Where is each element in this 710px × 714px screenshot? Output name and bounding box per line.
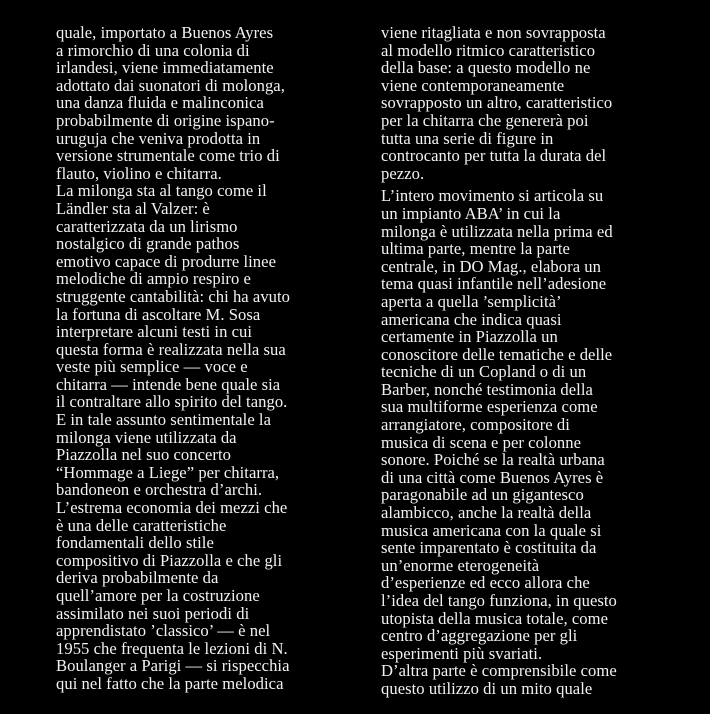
text-line: fondamentali dello stile (56, 533, 214, 553)
text-line: controcanto per tutta la durata del (381, 146, 607, 166)
text-line: “Hommage a Liege” per chitarra, (56, 462, 280, 482)
text-line: la fortuna di ascoltare M. Sosa (56, 304, 261, 324)
text-line: Boulanger a Parigi — si rispecchia (56, 656, 290, 676)
text-line: di una città come Buenos Ayres è (381, 467, 604, 487)
text-line: versione strumentale come trio di (56, 146, 280, 166)
text-line: centro d’aggregazione per gli (381, 626, 578, 646)
text-line: americana che indica quasi (381, 309, 562, 329)
text-line: sovrapposto un altro, caratteristico (381, 93, 613, 113)
text-line: quell’amore per la costruzione (56, 586, 260, 605)
text-line: bandoneon e orchestra d’archi. (56, 480, 263, 500)
text-line: Barber, nonché testimonia della (381, 379, 593, 399)
text-line: chitarra — intende bene quale sia (56, 374, 281, 394)
text-line: emotivo capace di produrre linee (56, 251, 276, 271)
text-line: sua multiforme esperienza come (381, 397, 598, 417)
text-line: della base: a questo modello ne (381, 58, 591, 78)
text-line: un impianto ABA’ in cui la (381, 203, 561, 223)
text-line: è una delle caratteristiche (56, 515, 227, 535)
text-line: un’enorme eterogeneità (381, 555, 540, 575)
text-line: viene contemporaneamente (381, 75, 565, 95)
text-line: L’estrema economia dei mezzi che (56, 498, 288, 518)
text-line: milonga viene utilizzata da (56, 427, 237, 447)
text-line: musica di scena e per colonne (381, 432, 582, 452)
text-line: probabilmente di origine ispano- (56, 110, 275, 130)
text-line: ultima parte, mentre la parte (381, 239, 570, 259)
text-line: assimilato nei suoi periodi di (56, 603, 250, 623)
text-line: a rimorchio di una colonia di (56, 40, 250, 60)
text-line: musica americana con la quale si (381, 520, 602, 540)
text-line: tema quasi infantile nell’adesione (381, 274, 607, 294)
text-line: L’intero movimento si articola su (381, 186, 604, 206)
text-line: al modello ritmico caratteristico (381, 40, 596, 60)
text-line: viene ritagliata e non sovrapposta (381, 23, 606, 42)
text-line: sente imparentato è costituita da (381, 538, 597, 558)
right-text-column (381, 24, 617, 698)
text-line: aperta a quella ’semplicità’ (381, 291, 562, 311)
text-line: l’idea del tango funziona, in questo (381, 591, 617, 610)
text-line: melodiche di ampio respiro e (56, 269, 251, 289)
text-line: struggente cantabilità: chi ha avuto (56, 286, 291, 306)
text-line: arrangiatore, compositore di (381, 415, 570, 435)
text-line: adottato dai suonatori di molonga, (56, 75, 285, 95)
text-line: 1955 che frequenta le lezioni di N. (56, 638, 288, 658)
text-line: tutta una serie di figure in (381, 128, 554, 148)
text-line: compositivo di Piazzolla e che gli (56, 550, 283, 570)
text-line: questa forma è realizzata nella sua (56, 339, 286, 359)
text-line: il contraltare allo spirito del tango. (56, 392, 288, 412)
text-line: apprendistato ’classico’ — è nel (56, 621, 271, 641)
text-line: E in tale assunto sentimentale la (56, 410, 272, 430)
left-text-column (56, 24, 290, 693)
text-line: La milonga sta al tango come il (56, 181, 267, 201)
text-line: certamente in Piazzolla un (381, 327, 558, 347)
text-line: milonga è utilizzata nella prima ed (381, 221, 613, 241)
text-line: interpretare alcuni testi in cui (56, 322, 253, 342)
text-line: veste più semplice — voce e (56, 357, 248, 377)
text-line: paragonabile ad un gigantesco (381, 485, 584, 505)
text-line: flauto, violino e chitarra. (56, 163, 222, 183)
text-line: conoscitore delle tematiche e delle (381, 344, 613, 364)
text-line: nostalgico di grande pathos (56, 234, 240, 254)
text-line: Ländler sta al Valzer: è (56, 198, 210, 218)
text-line: irlandesi, viene immediatamente (56, 58, 274, 78)
text-line: esperimenti più svariati. (381, 643, 543, 663)
text-line: centrale, in DO Mag., elabora un (381, 256, 602, 276)
text-line: pezzo. (381, 163, 425, 183)
text-line: D’altra parte è comprensibile come (381, 661, 617, 681)
text-line: questo utilizzo di un mito quale (381, 678, 593, 698)
text-line: utopista della musica totale, come (381, 608, 609, 628)
text-line: uruguja che veniva prodotta in (56, 128, 261, 148)
text-line: alambicco, anche la realtà della (381, 503, 592, 523)
text-line: per la chitarra che genererà poi (381, 110, 589, 130)
text-line: quale, importato a Buenos Ayres (56, 23, 274, 42)
text-line: tecniche di un Copland o di un (381, 362, 587, 382)
text-line: d’esperienze ed ecco allora che (381, 573, 590, 593)
text-line: caratterizzata da un lirismo (56, 216, 238, 236)
text-line: Piazzolla nel suo concerto (56, 445, 232, 465)
text-line: qui nel fatto che la parte melodica (56, 673, 284, 693)
text-line: deriva probabilmente da (56, 568, 219, 588)
text-line: una danza fluida e malinconica (56, 93, 264, 113)
text-line: sonore. Poiché se la realtà urbana (381, 450, 605, 470)
